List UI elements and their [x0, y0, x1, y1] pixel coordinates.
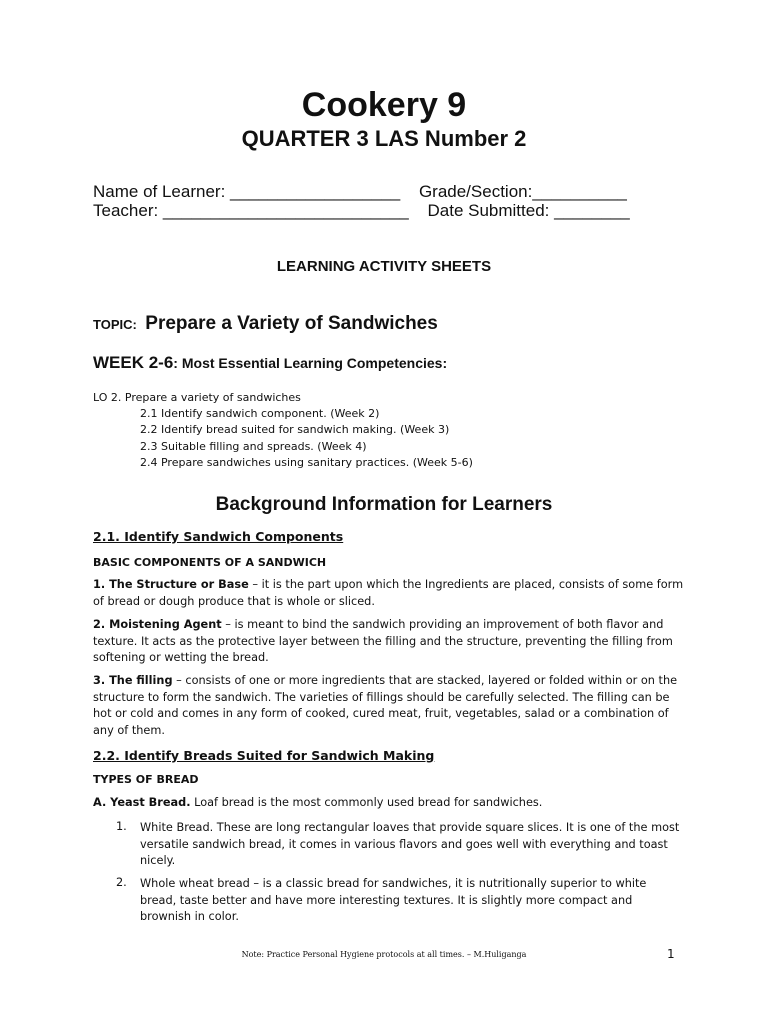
teacher-field: Teacher: __________________________	[93, 201, 409, 220]
competency-item: 2.4 Prepare sandwiches using sanitary practices. (Week 5-6)	[140, 456, 473, 469]
learner-name-field: Name of Learner: __________________	[93, 182, 401, 201]
competency-item: 2.2 Identify bread suited for sandwich making. (Week 3)	[140, 423, 450, 436]
topic-line	[93, 313, 438, 335]
paragraph-text: Loaf bread is the most commonly used bread for sandwiches.	[190, 796, 543, 809]
date-submitted-field: Date Submitted: ________	[427, 201, 630, 220]
section-heading: 2.1. Identify Sandwich Components	[93, 529, 344, 544]
competency-item: 2.3 Suitable filling and spreads. (Week 4)	[140, 440, 367, 453]
paragraph-structure	[93, 577, 685, 610]
section-caps-heading: BASIC COMPONENTS OF A SANDWICH	[93, 556, 327, 569]
paragraph-yeast-bread	[93, 795, 685, 812]
paragraph-text: – consists of one or more ingredients that are stacked, layered or folded within or on the structure to form the sandwich. The varieties of fillings should be carefully selected. The filling can be hot or cold and comes in any form of cooked, cured meat, fruit, vegetables, salad or a combination of any of them.	[93, 674, 678, 737]
section-heading: 2.2. Identify Breads Suited for Sandwich Making	[93, 748, 435, 763]
list-number: 2.	[116, 876, 127, 889]
week-label: WEEK 2-6	[93, 353, 174, 372]
paragraph-bold-lead: 2. Moistening Agent	[93, 618, 222, 631]
paragraph-text: – it is the part upon which the Ingredients are placed, consists of some form of bread or dough produce that is whole or sliced.	[93, 578, 684, 608]
las-title: LEARNING ACTIVITY SHEETS	[276, 258, 492, 275]
paragraph-filling	[93, 673, 685, 739]
list-number: 1.	[116, 820, 127, 833]
competency-lo: LO 2. Prepare a variety of sandwiches	[93, 391, 301, 404]
competency-item: 2.1 Identify sandwich component. (Week 2)	[140, 407, 380, 420]
document-subtitle: QUARTER 3 LAS Number 2	[241, 126, 527, 151]
footer-note: Note: Practice Personal Hygiene protocols at all times. – M.Huliganga	[241, 950, 527, 959]
section-caps-heading: TYPES OF BREAD	[93, 773, 199, 786]
topic-text: Prepare a Variety of Sandwiches	[145, 313, 438, 334]
list-item-white-bread: White Bread. These are long rectangular loaves that provide square slices. It is one of the most versatile sandwich bread, it comes in various flavors and goes well with everything and toast nicely.	[140, 821, 680, 867]
page-number: 1	[667, 947, 675, 961]
paragraph-bold-lead: A. Yeast Bread.	[93, 796, 191, 809]
teacher-row	[93, 201, 630, 221]
paragraph-bold-lead: 1. The Structure or Base	[93, 578, 249, 591]
background-heading: Background Information for Learners	[215, 494, 553, 515]
document-title: Cookery 9	[301, 86, 467, 124]
week-line	[93, 353, 447, 373]
topic-label: TOPIC:	[93, 317, 137, 332]
paragraph-text: – is meant to bind the sandwich providing an improvement of both flavor and texture. It acts as the protective layer between the filling and the structure, preventing the filling from softening or wetting the bread.	[93, 618, 673, 664]
paragraph-bold-lead: 3. The filling	[93, 674, 173, 687]
week-text: : Most Essential Learning Competencies:	[173, 355, 448, 371]
paragraph-moistening-agent	[93, 617, 685, 667]
learner-row	[93, 182, 627, 202]
list-item-whole-wheat-bread: Whole wheat bread – is a classic bread for sandwiches, it is nutritionally superior to white bread, taste better and have more interesting textures. It is slightly more compact and brownish in color.	[140, 877, 647, 923]
grade-section-field: Grade/Section:__________	[418, 182, 627, 201]
